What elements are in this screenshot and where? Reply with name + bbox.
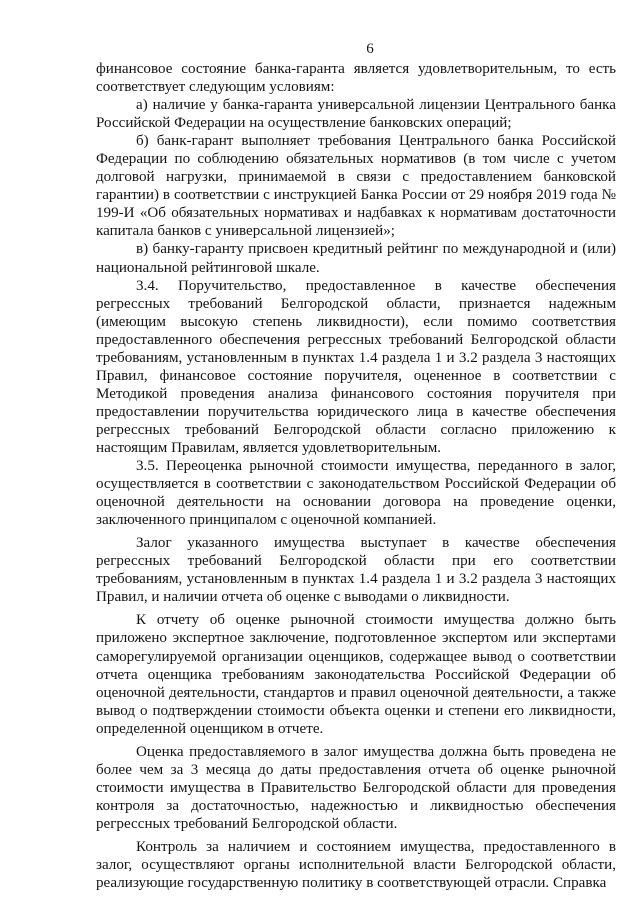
paragraph-expert-opinion: К отчету об оценке рыночной стоимости имущества должно быть приложено экспертное заключение, подготовленное экспертом или экспертами саморегулируемой организации оценщиков, содержащее вывод о соответствии отчета оценщика требованиям законодательства Российской Федерации об оценочной деятельности, стандартов и правил оценочной деятельности, а также вывод о подтверждении стоимости объекта оценки и степени его ликвидности, определенной оценщиком в отчете.: [96, 612, 616, 737]
paragraph-section-3-4: 3.4. Поручительство, предоставленное в качестве обеспечения регрессных требований Белгородской области, признается надежным (имеющим высокую степень ликвидности), если помимо соответствия предоставленного обеспечения регрессных требований Белгородской области требованиям, установленным в пунктах 1.4 раздела 1 и 3.2 раздела 3 настоящих Правил, финансовое состояние поручителя, оцененное в соответствии с Методикой проведения анализа финансового состояния поручителя при предоставлении поручительства юридического лица в качестве обеспечения регрессных требований Белгородской области согласно приложению к настоящим Правилам, является удовлетворительным.: [96, 277, 616, 456]
paragraph-pledge-collateral: Залог указанного имущества выступает в качестве обеспечения регрессных требований Белгородской области при его соответствии требованиям, установленным в пунктах 1.4 раздела 1 и 3.2 раздела 3 настоящих Правил, и наличии отчета об оценке с выводами о ликвидности.: [96, 535, 616, 606]
paragraph-condition-b: б) банк-гарант выполняет требования Центрального банка Российской Федерации по соблюдению обязательных нормативов (в том числе с учетом долговой нагрузки, принимаемой в связи с предоставлением банковской гарантии) в соответствии с инструкцией Банка России от 29 ноября 2019 года № 199-И «Об обязательных нормативах и надбавках к нормативам достаточности капитала банков с универсальной лицензией»;: [96, 133, 616, 240]
paragraph-condition-a: а) наличие у банка-гаранта универсальной лицензии Центрального банка Российской Федерации на осуществление банковских операций;: [96, 97, 616, 132]
paragraph-condition-c: в) банку-гаранту присвоен кредитный рейтинг по международной и (или) национальной рейтинговой шкале.: [96, 241, 616, 276]
paragraph-bank-guarantor-financial-state: финансовое состояние банка-гаранта является удовлетворительным, то есть соответствует следующим условиям:: [96, 61, 616, 96]
paragraph-control-of-property: Контроль за наличием и состоянием имущества, предоставленного в залог, осуществляют органы исполнительной власти Белгородской области, реализующие государственную политику в соответствующей отрасли. Справка: [96, 838, 616, 892]
paragraph-section-3-5: 3.5. Переоценка рыночной стоимости имущества, переданного в залог, осуществляется в соответствии с законодательством Российской Федерации об оценочной деятельности на основании договора на проведение оценки, заключенного принципалом с оценочной компанией.: [96, 458, 616, 529]
paragraph-valuation-timing: Оценка предоставляемого в залог имущества должна быть проведена не более чем за 3 месяца до даты предоставления отчета об оценке рыночной стоимости имущества в Правительство Белгородской области для проведения контроля за достаточностью, надежностью и ликвидностью обеспечения регрессных требований Белгородской области.: [96, 743, 616, 832]
page-number: 6: [366, 41, 374, 57]
